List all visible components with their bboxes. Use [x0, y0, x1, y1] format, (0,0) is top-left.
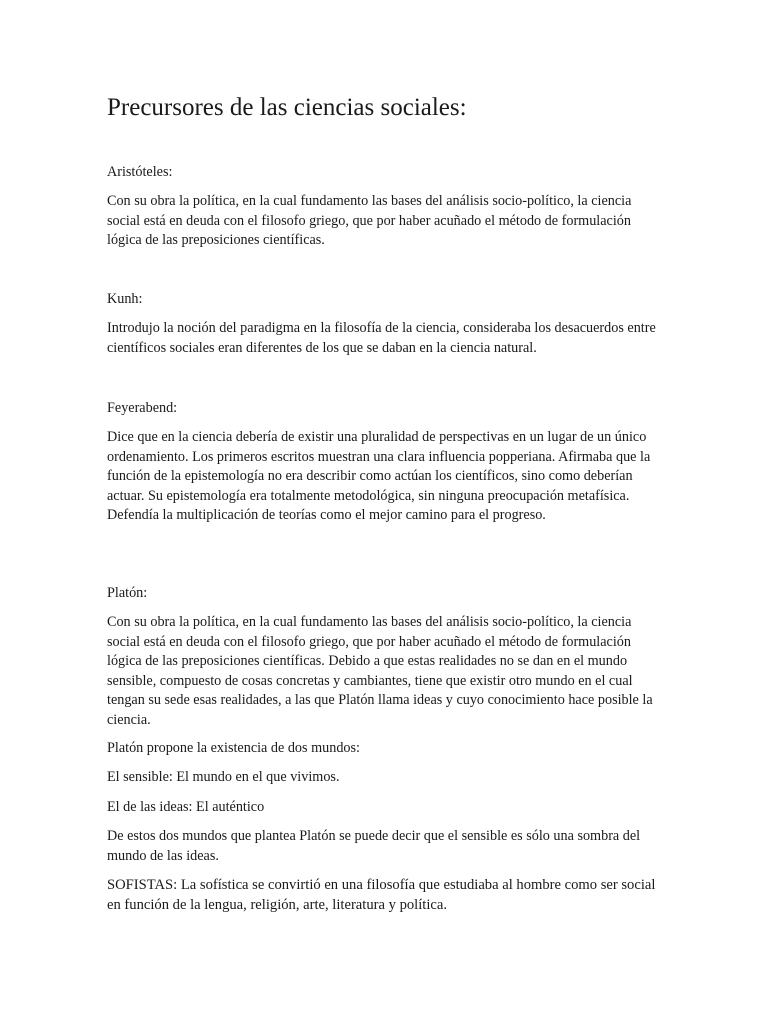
section-paragraph-sofistas: SOFISTAS: La sofística se convirtió en una filosofía que estudiaba al hombre como ser social en función de la lengua, religión, arte, literatura y política.	[107, 877, 656, 913]
section-paragraph-platon-sensible: El sensible: El mundo en el que vivimos.	[107, 769, 340, 785]
section-heading-aristoteles: Aristóteles:	[107, 164, 173, 180]
section-heading-feyerabend: Feyerabend:	[107, 400, 178, 416]
section-paragraph-feyerabend: Dice que en la ciencia debería de existir una pluralidad de perspectivas en un lugar de un único ordenamiento. Los primeros escritos muestran una clara influencia popperiana. Afirmaba que la función de la epistemología no era describir como actúan los científicos, sino como deberían actuar. Su epistemología era totalmente metodológica, sin ninguna preocupación metafísica. Defendía la multiplicación de teorías como el mejor camino para el progreso.	[107, 429, 651, 523]
section-paragraph-platon-worlds: Platón propone la existencia de dos mundos:	[107, 740, 360, 756]
section-paragraph-platon-shadow: De estos dos mundos que plantea Platón se puede decir que el sensible es sólo una sombra del mundo de las ideas.	[107, 828, 641, 864]
section-paragraph-platon-ideas: El de las ideas: El auténtico	[107, 799, 265, 815]
section-paragraph-platon-intro: Con su obra la política, en la cual fundamento las bases del análisis socio-político, la ciencia social está en deuda con el filosofo griego, que por haber acuñado el método de formulación lógica de las preposiciones científicas. Debido a que estas realidades no se dan en el mundo sensible, compuesto de cosas concretas y cambiantes, tiene que existir otro mundo en el cual tengan su sede esas realidades, a las que Platón llama ideas y cuyo conocimiento hace posible la ciencia.	[107, 614, 653, 728]
section-paragraph-aristoteles: Con su obra la política, en la cual fundamento las bases del análisis socio-político, la ciencia social está en deuda con el filosofo griego, que por haber acuñado el método de formulación lógica de las preposiciones científicas.	[107, 193, 632, 248]
page-title: Precursores de las ciencias sociales:	[107, 94, 467, 121]
section-heading-kunh: Kunh:	[107, 291, 143, 307]
section-paragraph-kunh: Introdujo la noción del paradigma en la filosofía de la ciencia, consideraba los desacuerdos entre científicos sociales eran diferentes de los que se daban en la ciencia natural.	[107, 320, 656, 356]
section-heading-platon: Platón:	[107, 585, 148, 601]
